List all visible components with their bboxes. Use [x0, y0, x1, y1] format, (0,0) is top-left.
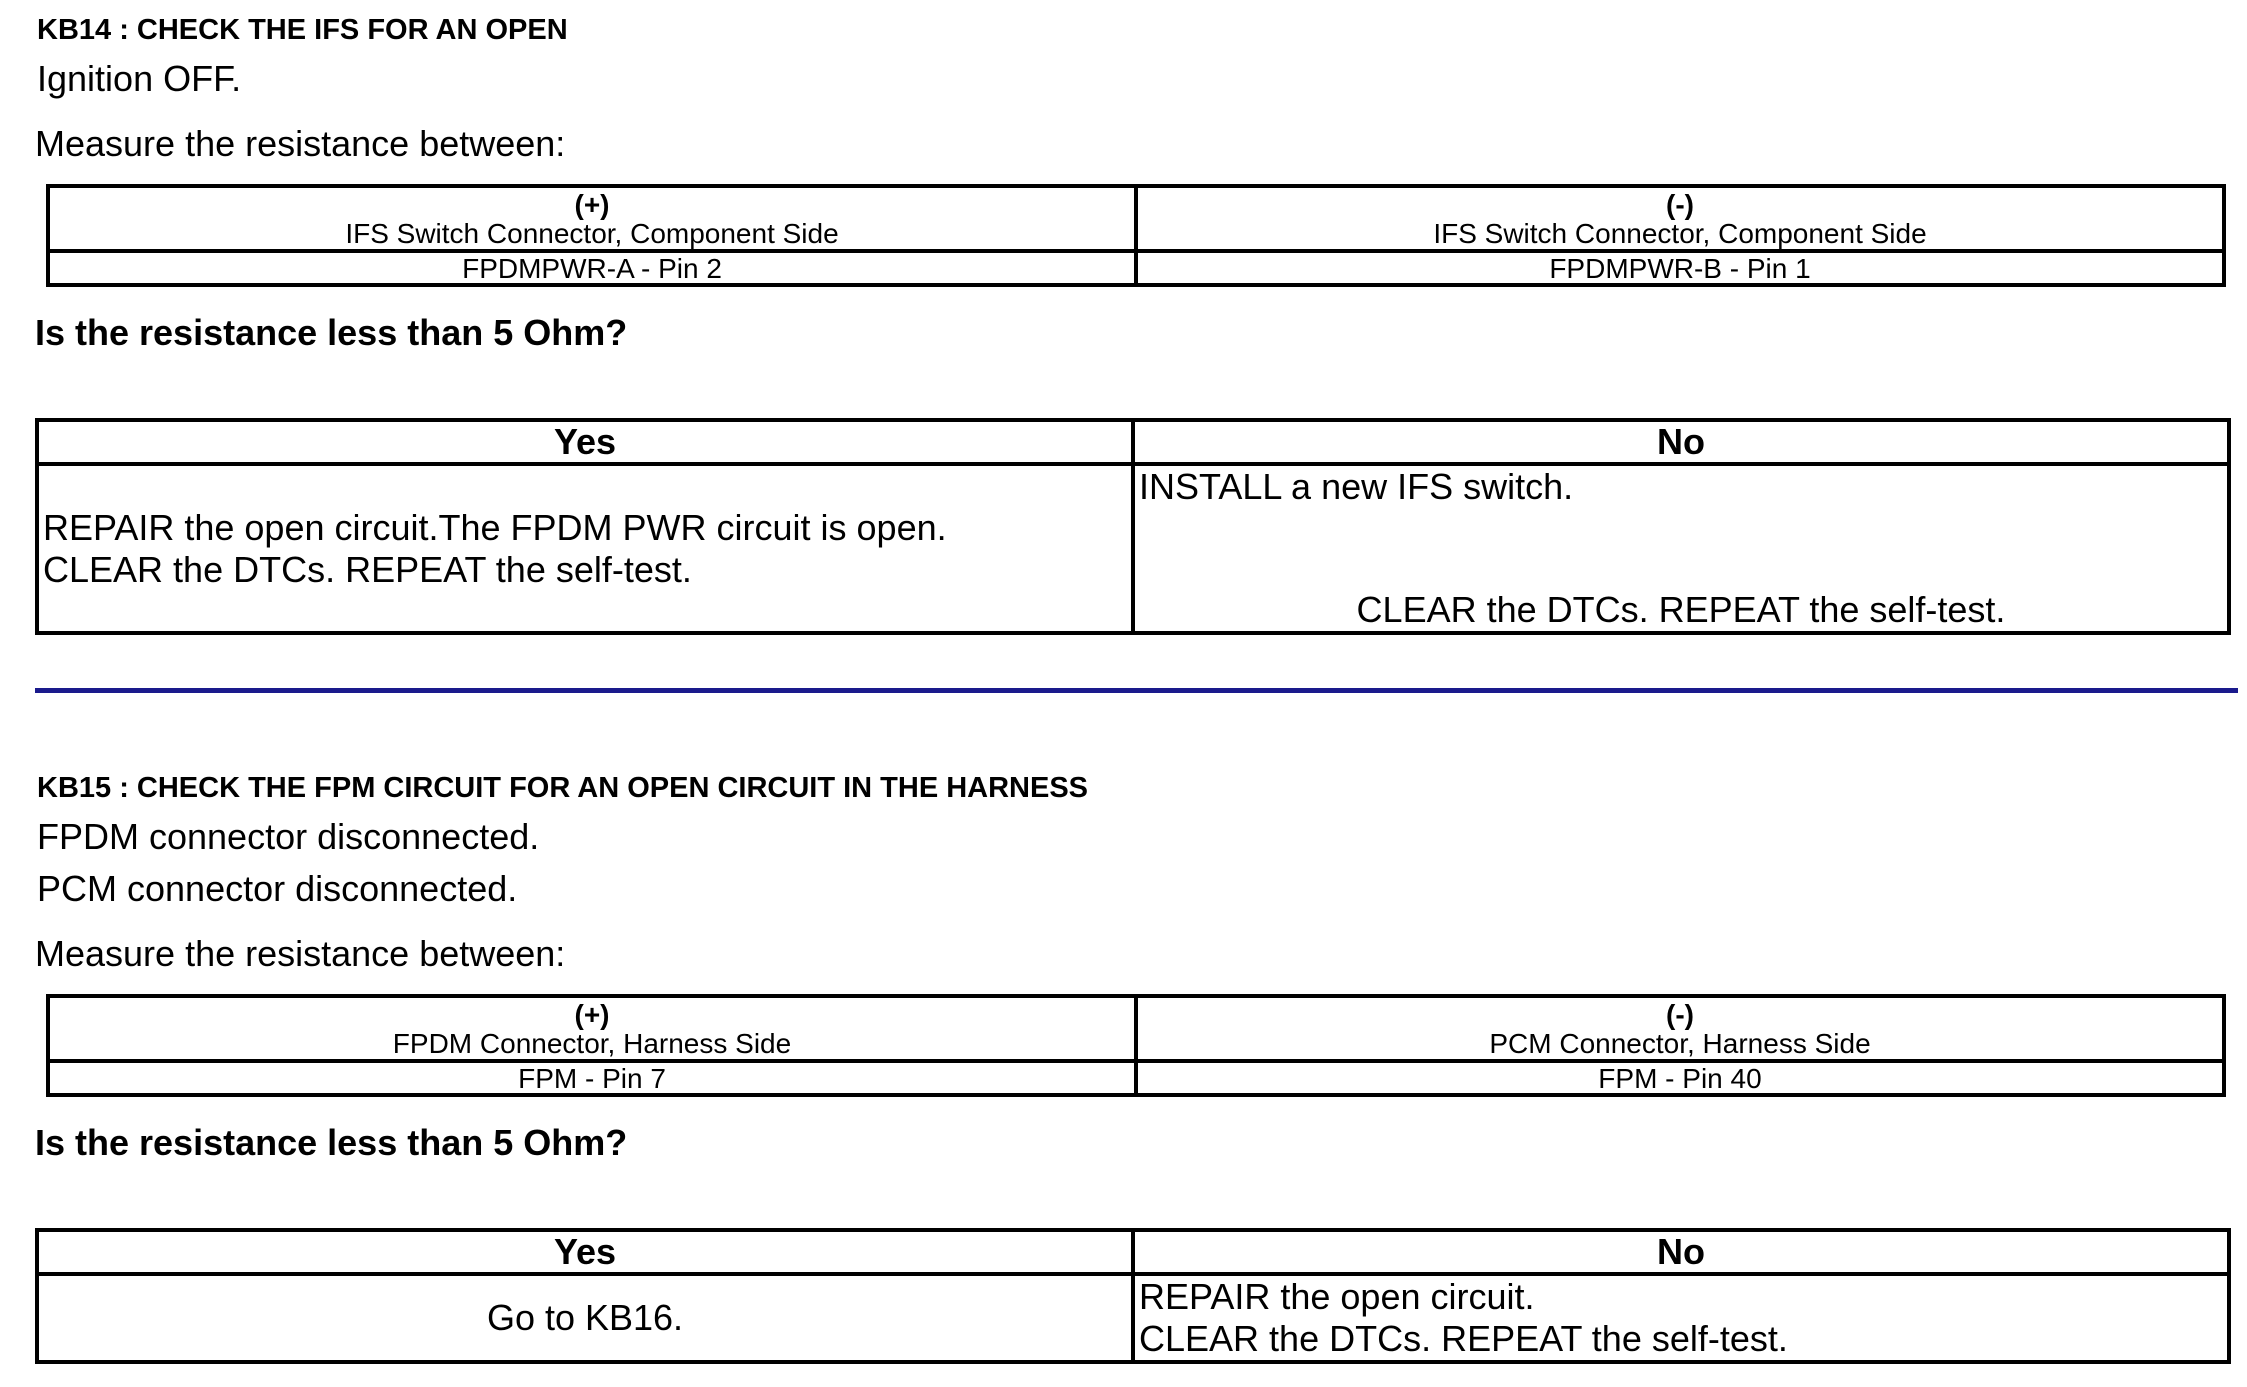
section-divider	[35, 688, 2238, 693]
kb15-title: KB15 : CHECK THE FPM CIRCUIT FOR AN OPEN CIRCUIT IN THE HARNESS	[37, 772, 1089, 804]
kb15-measurement-table	[46, 994, 2226, 1097]
kb14-measurement-table	[46, 184, 2226, 287]
kb14-positive-pin: FPDMPWR-A - Pin 2	[48, 251, 1136, 285]
kb14-no-line-2: CLEAR the DTCs. REPEAT the self-test.	[1356, 589, 2006, 630]
kb14-answer-table	[35, 418, 2231, 635]
kb14-no-cell	[1133, 464, 2229, 633]
kb15-negative-header-cell	[1136, 996, 2224, 1061]
kb14-yes-line-1: REPAIR the open circuit.The FPDM PWR circuit is open.	[43, 506, 947, 548]
kb15-negative-sign: (-)	[1666, 998, 1694, 1030]
kb15-negative-connector: PCM Connector, Harness Side	[1489, 1027, 1871, 1059]
kb14-no-line-1: INSTALL a new IFS switch.	[1139, 466, 1574, 507]
kb15-positive-sign: (+)	[574, 998, 610, 1030]
kb14-question: Is the resistance less than 5 Ohm?	[35, 312, 628, 353]
kb15-negative-pin: FPM - Pin 40	[1136, 1061, 2224, 1095]
kb14-measure-instruction: Measure the resistance between:	[35, 123, 566, 164]
kb14-positive-connector: IFS Switch Connector, Component Side	[345, 217, 839, 249]
kb14-negative-connector: IFS Switch Connector, Component Side	[1433, 217, 1927, 249]
kb15-step-fpdm: FPDM connector disconnected.	[37, 816, 540, 857]
kb14-positive-header-cell	[48, 186, 1136, 251]
kb15-no-header: No	[1133, 1230, 2229, 1274]
kb15-yes-cell: Go to KB16.	[37, 1274, 1133, 1362]
kb15-positive-header-cell	[48, 996, 1136, 1061]
kb15-step-pcm: PCM connector disconnected.	[37, 868, 518, 909]
kb15-answer-table	[35, 1228, 2231, 1364]
kb14-negative-header-cell	[1136, 186, 2224, 251]
kb15-no-line-1: REPAIR the open circuit.	[1139, 1276, 1535, 1317]
kb14-step-ignition: Ignition OFF.	[37, 58, 242, 99]
kb14-yes-line-2: CLEAR the DTCs. REPEAT the self-test.	[43, 548, 692, 590]
kb14-negative-pin: FPDMPWR-B - Pin 1	[1136, 251, 2224, 285]
kb15-no-line-2: CLEAR the DTCs. REPEAT the self-test.	[1139, 1318, 1788, 1359]
kb15-question: Is the resistance less than 5 Ohm?	[35, 1122, 628, 1163]
kb14-title: KB14 : CHECK THE IFS FOR AN OPEN	[37, 14, 568, 46]
kb14-positive-sign: (+)	[574, 188, 610, 220]
kb14-no-header: No	[1133, 420, 2229, 464]
kb15-positive-connector: FPDM Connector, Harness Side	[392, 1027, 792, 1059]
kb14-negative-sign: (-)	[1666, 188, 1694, 220]
kb15-no-cell	[1133, 1274, 2229, 1362]
kb15-yes-header: Yes	[37, 1230, 1133, 1274]
kb14-yes-header: Yes	[37, 420, 1133, 464]
kb15-measure-instruction: Measure the resistance between:	[35, 933, 566, 974]
kb14-yes-cell	[37, 464, 1133, 633]
kb15-positive-pin: FPM - Pin 7	[48, 1061, 1136, 1095]
